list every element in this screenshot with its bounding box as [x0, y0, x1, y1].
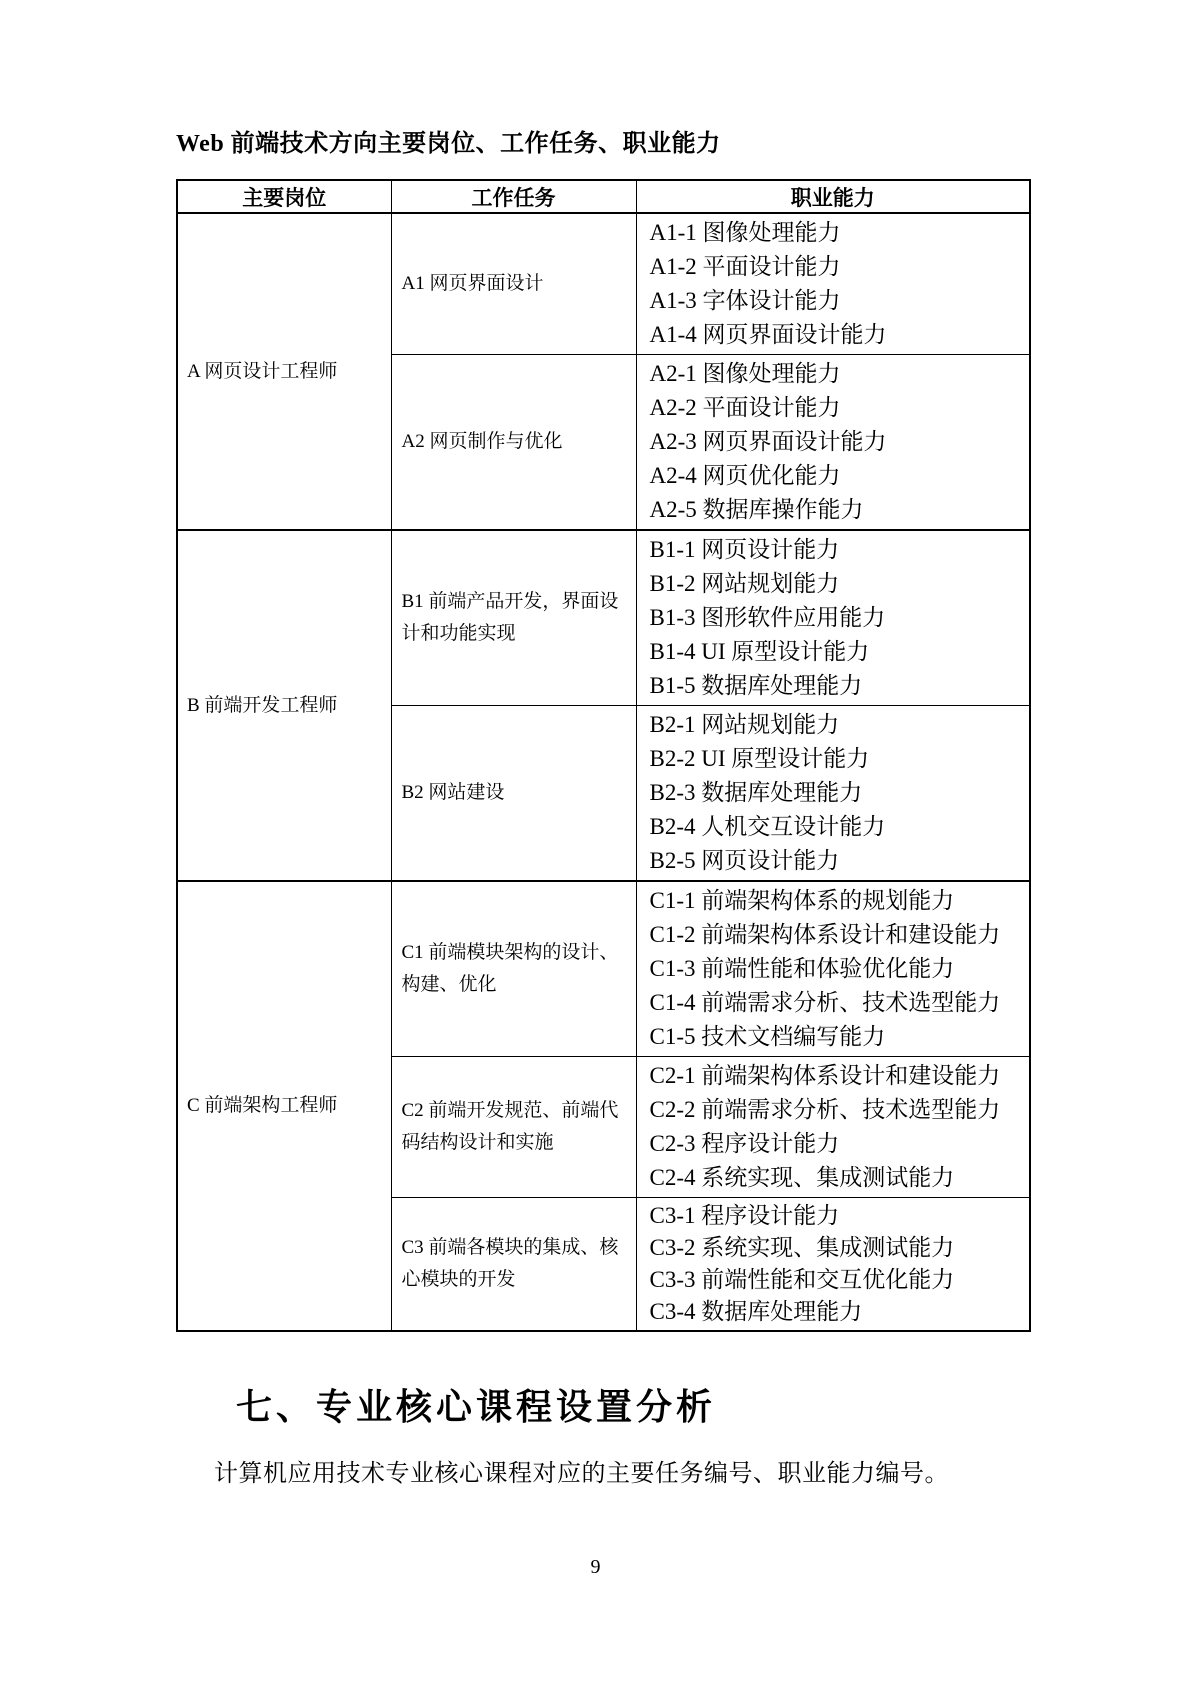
table-header-row	[177, 180, 1030, 213]
section-paragraph: 计算机应用技术专业核心课程对应的主要任务编号、职业能力编号。	[214, 1461, 949, 1487]
ability-line: C3-3 前端性能和交互优化能力	[649, 1267, 955, 1292]
ability-line: B2-2 UI 原型设计能力	[649, 746, 870, 771]
ability-line: A1-2 平面设计能力	[649, 254, 841, 279]
task-cell-b2: B2 网站建设	[391, 706, 636, 882]
ability-cell-c1	[636, 881, 1030, 1057]
ability-cell-a1	[636, 213, 1030, 355]
ability-cell-b2	[636, 706, 1030, 882]
ability-line: A2-3 网页界面设计能力	[649, 429, 887, 454]
ability-line: B2-3 数据库处理能力	[649, 780, 863, 805]
page-number: 9	[590, 1556, 601, 1578]
section-heading: 七、专业核心课程设置分析	[236, 1386, 717, 1427]
ability-line: A1-1 图像处理能力	[649, 220, 841, 245]
ability-line: A1-3 字体设计能力	[649, 288, 841, 313]
position-cell-c: C 前端架构工程师	[177, 881, 391, 1331]
ability-line: A2-1 图像处理能力	[649, 361, 841, 386]
ability-line: B2-5 网页设计能力	[649, 848, 840, 873]
header-ability: 职业能力	[636, 180, 1030, 213]
ability-line: B1-5 数据库处理能力	[649, 673, 863, 698]
ability-line: C2-3 程序设计能力	[649, 1131, 840, 1156]
ability-cell-b1	[636, 530, 1030, 706]
task-cell-c3: C3 前端各模块的集成、核心模块的开发	[391, 1198, 636, 1332]
ability-line: B1-3 图形软件应用能力	[649, 605, 886, 630]
table-row-a1	[177, 213, 1030, 355]
header-task: 工作任务	[391, 180, 636, 213]
ability-line: B1-4 UI 原型设计能力	[649, 639, 870, 664]
task-cell-c1: C1 前端模块架构的设计、构建、优化	[391, 881, 636, 1057]
ability-line: B1-1 网页设计能力	[649, 537, 840, 562]
position-cell-b: B 前端开发工程师	[177, 530, 391, 881]
table-row-c1	[177, 881, 1030, 1057]
ability-cell-c3	[636, 1198, 1030, 1332]
ability-cell-c2	[636, 1057, 1030, 1198]
ability-line: B2-4 人机交互设计能力	[649, 814, 886, 839]
table-title: Web 前端技术方向主要岗位、工作任务、职业能力	[176, 131, 721, 157]
task-cell-a1: A1 网页界面设计	[391, 213, 636, 355]
ability-line: C3-2 系统实现、集成测试能力	[649, 1235, 955, 1260]
position-cell-a: A 网页设计工程师	[177, 213, 391, 530]
ability-line: A2-5 数据库操作能力	[649, 497, 864, 522]
ability-line: A1-4 网页界面设计能力	[649, 322, 887, 347]
ability-line: C1-3 前端性能和体验优化能力	[649, 956, 955, 981]
ability-line: B2-1 网站规划能力	[649, 712, 840, 737]
ability-line: C2-4 系统实现、集成测试能力	[649, 1165, 955, 1190]
ability-line: B1-2 网站规划能力	[649, 571, 840, 596]
ability-line: C3-4 数据库处理能力	[649, 1299, 863, 1324]
positions-tasks-abilities-table	[176, 179, 1031, 1332]
ability-line: C1-4 前端需求分析、技术选型能力	[649, 990, 1001, 1015]
ability-cell-a2	[636, 355, 1030, 531]
ability-line: C1-1 前端架构体系的规划能力	[649, 888, 955, 913]
ability-line: A2-4 网页优化能力	[649, 463, 841, 488]
table-row-b1	[177, 530, 1030, 706]
ability-line: C2-2 前端需求分析、技术选型能力	[649, 1097, 1001, 1122]
ability-line: C1-5 技术文档编写能力	[649, 1024, 886, 1049]
task-cell-b1: B1 前端产品开发，界面设计和功能实现	[391, 530, 636, 706]
ability-line: A2-2 平面设计能力	[649, 395, 841, 420]
ability-line: C1-2 前端架构体系设计和建设能力	[649, 922, 1001, 947]
ability-line: C2-1 前端架构体系设计和建设能力	[649, 1063, 1001, 1088]
header-position: 主要岗位	[177, 180, 391, 213]
task-cell-c2: C2 前端开发规范、前端代码结构设计和实施	[391, 1057, 636, 1198]
task-cell-a2: A2 网页制作与优化	[391, 355, 636, 531]
ability-line: C3-1 程序设计能力	[649, 1203, 840, 1228]
